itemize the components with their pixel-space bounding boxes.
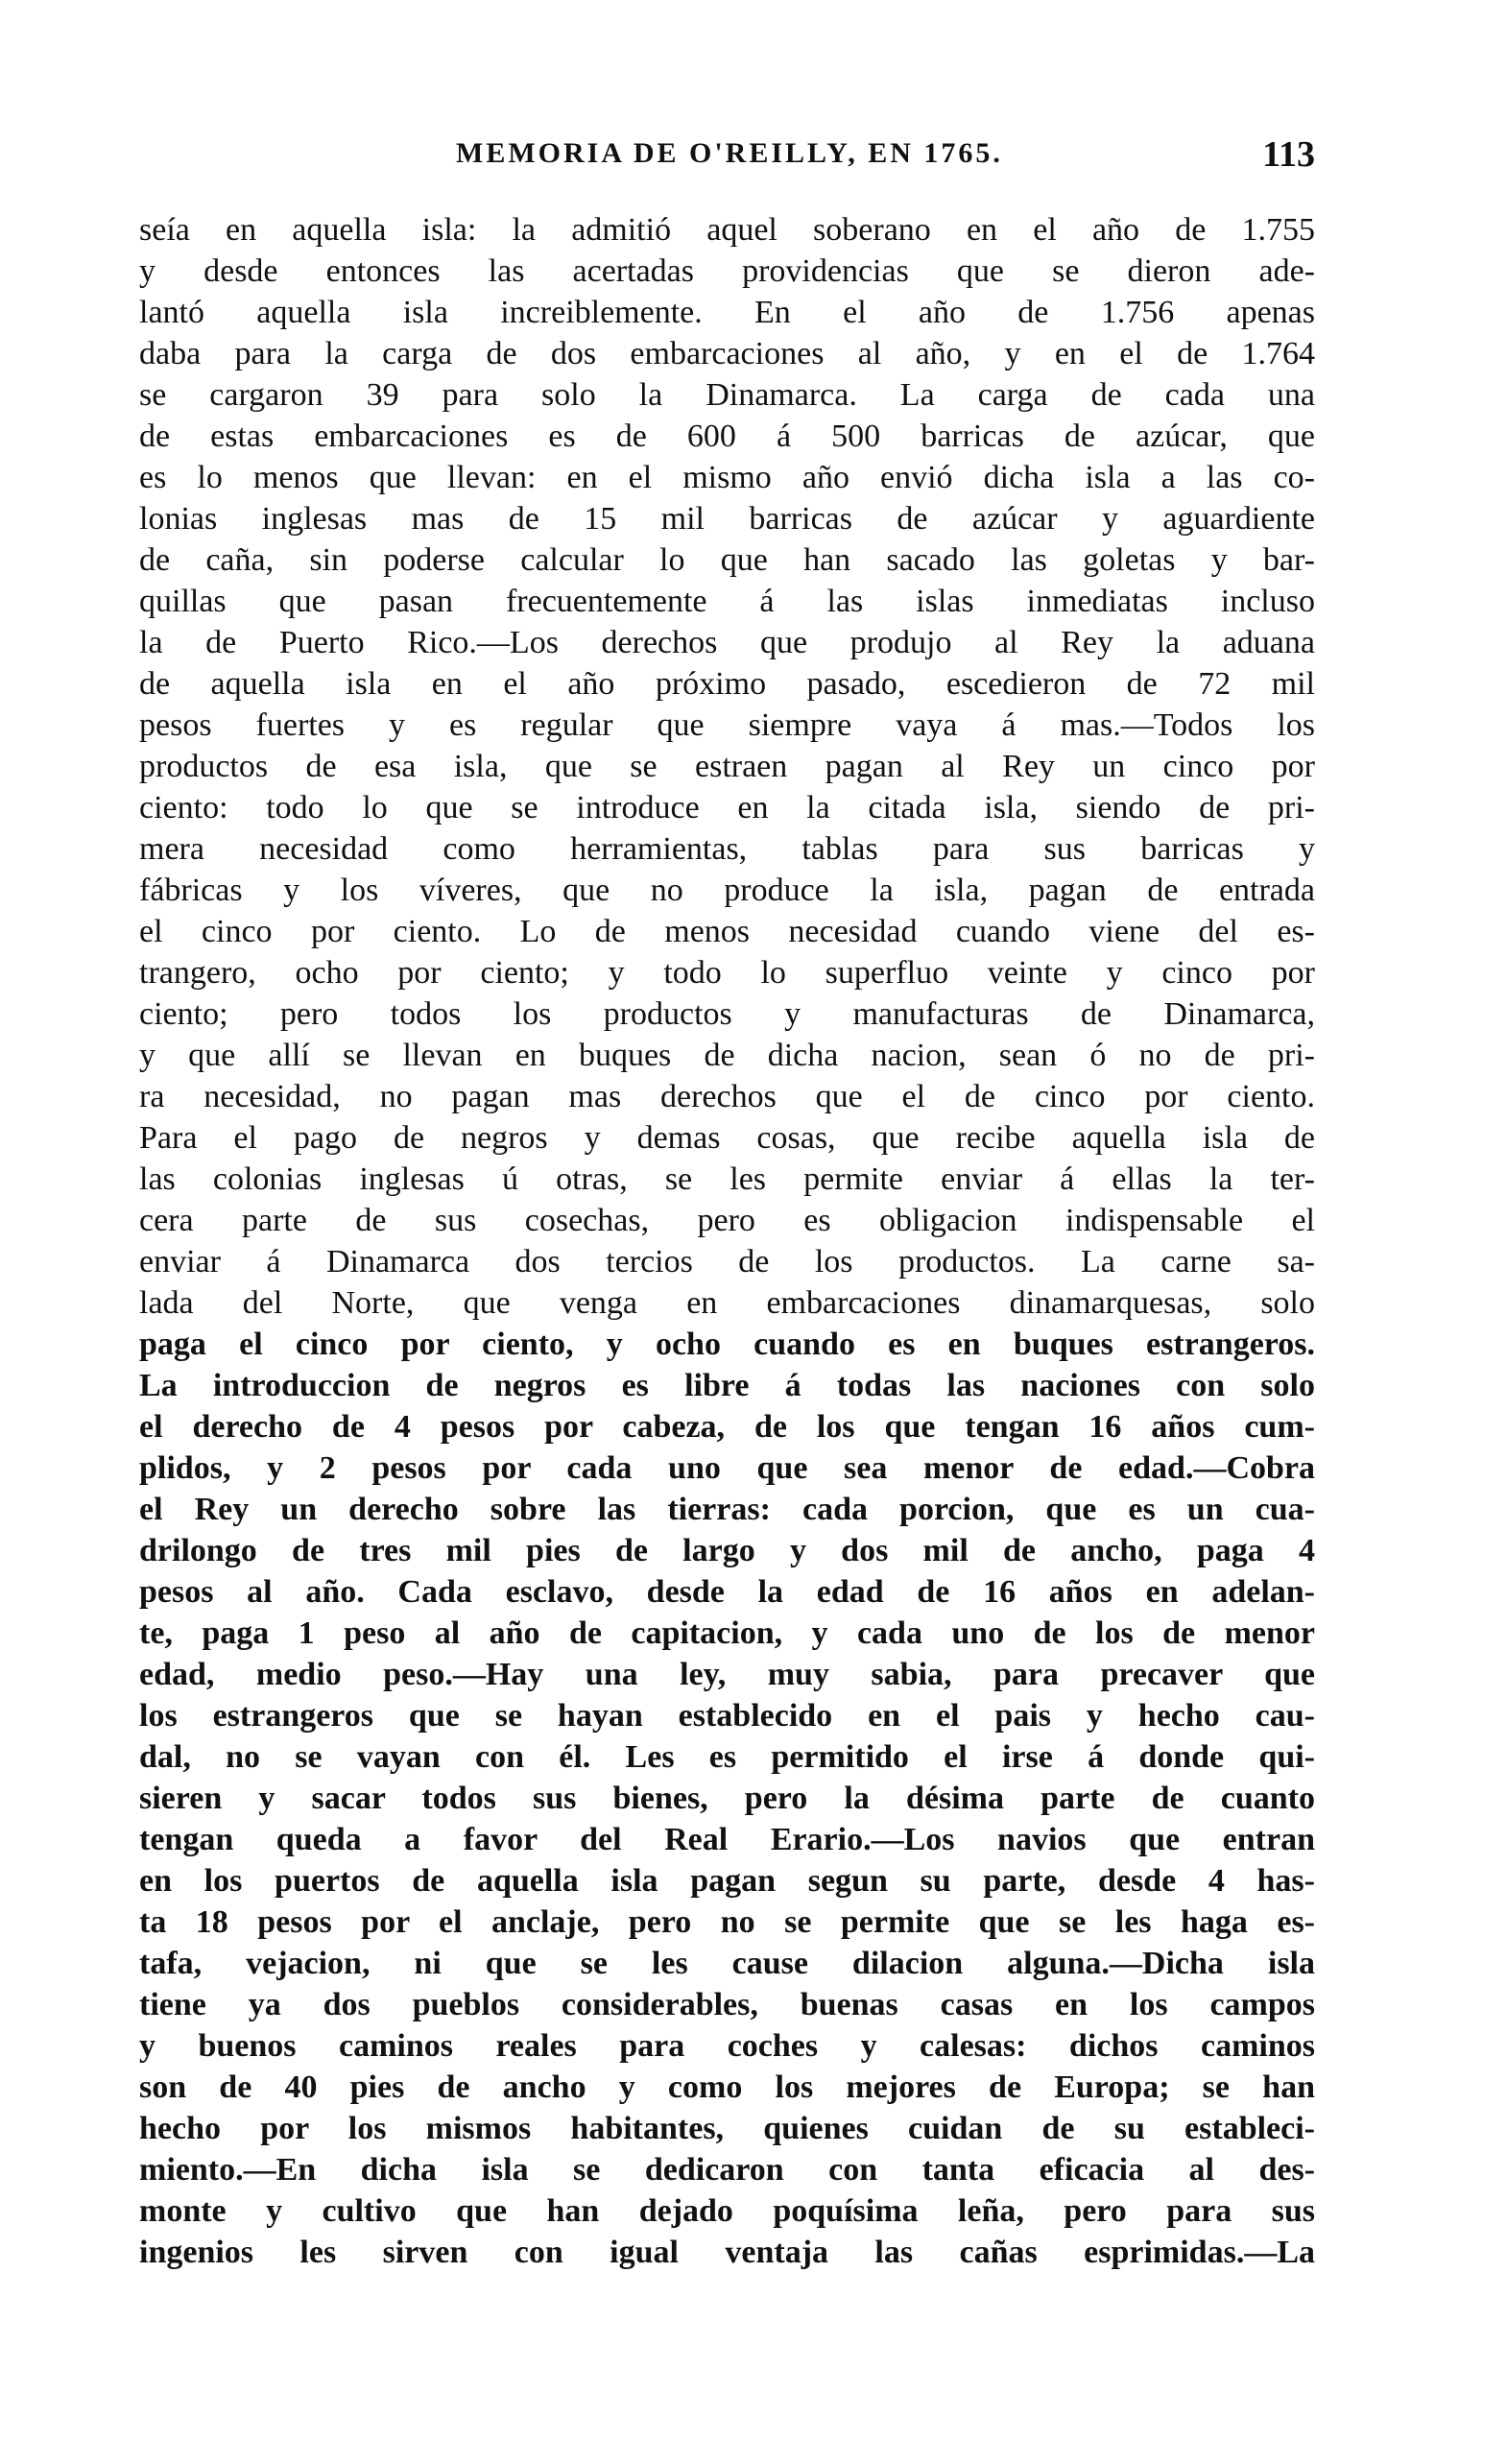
text-line: y buenos caminos reales para coches y calesas: dichos caminos [139,2028,1315,2064]
text-line: el cinco por ciento. Lo de menos necesidad cuando viene del es- [139,914,1315,949]
text-line: Para el pago de negros y demas cosas, que recibe aquella isla de [139,1120,1315,1156]
text-line: pesos al año. Cada esclavo, desde la edad de 16 años en adelan- [139,1574,1315,1610]
text-line: el Rey un derecho sobre las tierras: cada porcion, que es un cua- [139,1492,1315,1527]
text-line: pesos fuertes y es regular que siempre vaya á mas.—Todos los [139,707,1315,743]
text-line: te, paga 1 peso al año de capitacion, y cada uno de los de menor [139,1615,1315,1651]
text-line: miento.—En dicha isla se dedicaron con tanta eficacia al des- [139,2152,1315,2188]
text-line: dal, no se vayan con él. Les es permitido el irse á donde qui- [139,1739,1315,1775]
text-line: quillas que pasan frecuentemente á las islas inmediatas incluso [139,584,1315,619]
text-line: la de Puerto Rico.—Los derechos que produjo al Rey la aduana [139,625,1315,660]
running-title: MEMORIA DE O'REILLY, EN 1765. [456,137,1003,169]
text-line: seía en aquella isla: la admitió aquel soberano en el año de 1.755 [139,212,1315,248]
text-line: son de 40 pies de ancho y como los mejores de Europa; se han [139,2069,1315,2105]
text-line: cera parte de sus cosechas, pero es obligacion indispensable el [139,1203,1315,1238]
running-head [139,134,1315,176]
page-number: 113 [1262,134,1315,175]
text-line: de caña, sin poderse calcular lo que han sacado las goletas y bar- [139,542,1315,578]
text-line: ingenios les sirven con igual ventaja las cañas esprimidas.—La [139,2235,1315,2270]
text-line: lada del Norte, que venga en embarcaciones dinamarquesas, solo [139,1285,1315,1321]
text-line: se cargaron 39 para solo la Dinamarca. La carga de cada una [139,377,1315,413]
text-line: paga el cinco por ciento, y ocho cuando es en buques estrangeros. [139,1327,1315,1362]
text-line: trangero, ocho por ciento; y todo lo superfluo veinte y cinco por [139,955,1315,991]
text-line: La introduccion de negros es libre á todas las naciones con solo [139,1368,1315,1403]
text-line: de estas embarcaciones es de 600 á 500 barricas de azúcar, que [139,419,1315,454]
text-line: de aquella isla en el año próximo pasado, escedieron de 72 mil [139,666,1315,702]
text-line: las colonias inglesas ú otras, se les permite enviar á ellas la ter- [139,1161,1315,1197]
text-line: hecho por los mismos habitantes, quienes cuidan de su estableci- [139,2111,1315,2146]
text-line: ciento; pero todos los productos y manufacturas de Dinamarca, [139,996,1315,1032]
text-line: drilongo de tres mil pies de largo y dos mil de ancho, paga 4 [139,1533,1315,1568]
text-line: productos de esa isla, que se estraen pagan al Rey un cinco por [139,749,1315,784]
text-line: ta 18 pesos por el anclaje, pero no se permite que se les haga es- [139,1904,1315,1940]
text-line: tiene ya dos pueblos considerables, buenas casas en los campos [139,1987,1315,2022]
text-line: y desde entonces las acertadas providencias que se dieron ade- [139,253,1315,289]
text-line: y que allí se llevan en buques de dicha nacion, sean ó no de pri- [139,1038,1315,1073]
text-line: mera necesidad como herramientas, tablas para sus barricas y [139,831,1315,867]
text-line: ciento: todo lo que se introduce en la citada isla, siendo de pri- [139,790,1315,825]
text-line: ra necesidad, no pagan mas derechos que el de cinco por ciento. [139,1079,1315,1114]
text-line: tengan queda a favor del Real Erario.—Los navios que entran [139,1822,1315,1857]
text-line: enviar á Dinamarca dos tercios de los productos. La carne sa- [139,1244,1315,1280]
text-line: el derecho de 4 pesos por cabeza, de los que tengan 16 años cum- [139,1409,1315,1445]
text-line: daba para la carga de dos embarcaciones al año, y en el de 1.764 [139,336,1315,371]
body-text [139,209,1315,2273]
text-line: en los puertos de aquella isla pagan segun su parte, desde 4 has- [139,1863,1315,1899]
text-line: plidos, y 2 pesos por cada uno que sea menor de edad.—Cobra [139,1450,1315,1486]
text-line: sieren y sacar todos sus bienes, pero la désima parte de cuanto [139,1781,1315,1816]
text-line: los estrangeros que se hayan establecido en el pais y hecho cau- [139,1698,1315,1734]
text-line: edad, medio peso.—Hay una ley, muy sabia, para precaver que [139,1657,1315,1692]
text-line: lonias inglesas mas de 15 mil barricas de azúcar y aguardiente [139,501,1315,537]
text-line: tafa, vejacion, ni que se les cause dilacion alguna.—Dicha isla [139,1946,1315,1981]
text-line: lantó aquella isla increiblemente. En el año de 1.756 apenas [139,295,1315,330]
text-line: fábricas y los víveres, que no produce la isla, pagan de entrada [139,873,1315,908]
text-line: es lo menos que llevan: en el mismo año envió dicha isla a las co- [139,460,1315,495]
text-line: monte y cultivo que han dejado poquísima leña, pero para sus [139,2193,1315,2229]
